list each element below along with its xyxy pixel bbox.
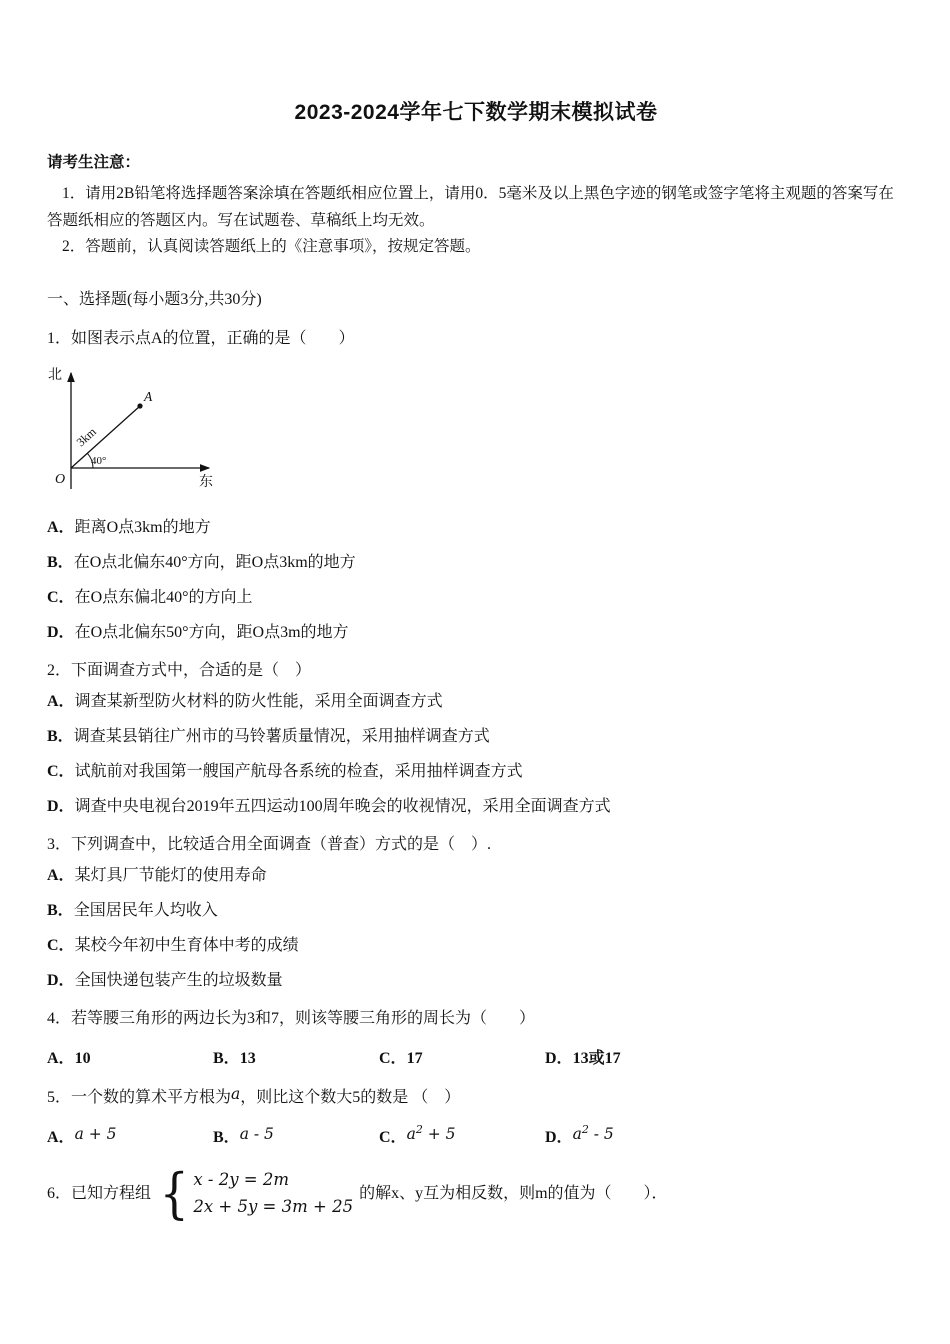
q2-option-b — [47, 726, 905, 748]
option-label: C． — [47, 588, 75, 606]
math-rest: + 5 — [422, 1124, 456, 1143]
q1-option-d — [47, 622, 905, 644]
option-label: C． — [47, 762, 75, 780]
option-text: 调查某新型防火材料的防火性能，采用全面调查方式 — [74, 692, 443, 710]
q5-stem-prefix: 5．一个数的算术平方根为 — [47, 1088, 232, 1106]
option-text: 13 — [239, 1049, 256, 1067]
math-sup: 2 — [415, 1122, 423, 1136]
option-text: 17 — [406, 1049, 423, 1067]
notice-item-1: 1．请用2B铅笔将选择题答案涂填在答题纸相应位置上，请用0．5毫米及以上黑色字迹的钢笔或签字笔将主观题的答案写在答题纸相应的答题区内。写在试题卷、草稿纸上均无效。 — [47, 185, 894, 229]
question-6-stem — [47, 1161, 905, 1225]
question-6 — [47, 1161, 905, 1225]
option-text: 调查中央电视台2019年五四运动100周年晚会的收视情况，采用全面调查方式 — [74, 797, 611, 815]
q5-stem-suffix: ，则比这个数大5的数是 （ ） — [240, 1088, 461, 1106]
option-text: 在O点北偏东40°方向，距O点3km的地方 — [73, 553, 356, 571]
q3-option-b — [47, 900, 905, 922]
question-2-options — [47, 691, 905, 818]
option-label: A． — [47, 692, 75, 710]
equation-1: x - 2y = 2m — [193, 1170, 290, 1189]
question-1-figure — [47, 361, 905, 501]
math-base: a — [239, 1124, 249, 1143]
math-sup: 2 — [581, 1122, 589, 1136]
math-expression — [572, 1122, 614, 1143]
math-base: a — [406, 1124, 416, 1143]
math-base: a — [572, 1124, 582, 1143]
option-label: A． — [47, 1049, 75, 1067]
question-4-options — [47, 1045, 905, 1068]
option-text: 某灯具厂节能灯的使用寿命 — [74, 866, 267, 884]
notice-item-2: 2．答题前，认真阅读答题纸上的《注意事项》，按规定答题。 — [62, 238, 481, 255]
option-text: 全国快递包装产生的垃圾数量 — [74, 971, 283, 989]
q6-prefix: 6．已知方程组 — [47, 1185, 152, 1202]
question-3-stem: 3．下列调查中，比较适合用全面调查（普查）方式的是（ ）. — [47, 835, 492, 853]
page-title: 2023-2024学年七下数学期末模拟试卷 — [294, 101, 658, 124]
option-label: B． — [213, 1049, 240, 1067]
option-label: A． — [47, 866, 75, 884]
q1-option-c — [47, 587, 905, 609]
q2-option-d — [47, 796, 905, 818]
q6-suffix: 的解x、y互为相反数，则m的值为（ ）． — [359, 1185, 668, 1202]
question-4 — [47, 1006, 905, 1068]
option-label: D． — [545, 1049, 573, 1067]
question-2-stem: 2．下面调查方式中，合适的是（ ） — [47, 661, 312, 679]
option-label: B． — [47, 901, 74, 919]
q5-option-d — [545, 1124, 614, 1147]
question-4-stem: 4．若等腰三角形的两边长为3和7，则该等腰三角形的周长为（ ） — [47, 1009, 536, 1027]
q5-stem-math: a — [231, 1084, 241, 1103]
q5-option-c — [379, 1124, 545, 1147]
q4-option-d — [545, 1045, 621, 1068]
math-rest: + 5 — [83, 1124, 117, 1143]
option-text: 10 — [74, 1049, 91, 1067]
math-expression — [75, 1125, 117, 1143]
notice-heading: 请考生注意： — [47, 154, 141, 171]
question-1 — [47, 326, 905, 644]
option-label: A． — [47, 518, 75, 536]
question-3-options — [47, 865, 905, 992]
option-text: 在O点东偏北40°的方向上 — [74, 588, 253, 606]
equation-system — [157, 1161, 354, 1225]
q3-option-c — [47, 935, 905, 957]
system-brace: { — [159, 1161, 189, 1225]
question-1-stem: 1．如图表示点A的位置，正确的是（ ） — [47, 329, 355, 347]
math-expression — [406, 1122, 456, 1143]
q5-option-b — [213, 1124, 379, 1147]
q3-option-a — [47, 865, 905, 887]
option-label: D． — [47, 623, 75, 641]
option-label: B． — [47, 727, 74, 745]
question-5-options — [47, 1124, 905, 1147]
q4-option-a — [47, 1045, 213, 1068]
section-heading: 一、选择题(每小题3分,共30分) — [47, 290, 262, 308]
option-text: 13或17 — [572, 1049, 621, 1067]
option-label: D． — [47, 971, 75, 989]
option-label: A． — [47, 1128, 75, 1146]
q5-option-a — [47, 1124, 213, 1147]
point-A-label: A — [144, 388, 153, 404]
option-label: D． — [545, 1128, 573, 1146]
origin-label: O — [55, 471, 66, 487]
option-text: 试航前对我国第一艘国产航母各系统的检查，采用抽样调查方式 — [74, 762, 523, 780]
question-5 — [47, 1082, 905, 1147]
question-3 — [47, 832, 905, 992]
option-label: C． — [379, 1049, 407, 1067]
q3-option-d — [47, 970, 905, 992]
question-2 — [47, 658, 905, 818]
angle-label: 40° — [91, 454, 107, 467]
equation-2: 2x + 5y = 3m + 25 — [193, 1197, 354, 1216]
point-A-dot — [137, 403, 142, 408]
notice-section — [47, 150, 905, 261]
option-text: 某校今年初中生育体中考的成绩 — [74, 936, 299, 954]
option-text: 距离O点3km的地方 — [74, 518, 211, 536]
option-text: 全国居民年人均收入 — [73, 901, 218, 919]
q2-option-a — [47, 691, 905, 713]
system-equations — [193, 1169, 353, 1218]
option-label: C． — [47, 936, 75, 954]
math-expression — [240, 1125, 274, 1143]
option-label: D． — [47, 797, 75, 815]
q4-option-b — [213, 1045, 379, 1068]
east-label: 东 — [199, 474, 213, 490]
option-text: 调查某县销往广州市的马铃薯质量情况，采用抽样调查方式 — [73, 727, 490, 745]
distance-label: 3km — [73, 424, 99, 449]
option-text: 在O点北偏东50°方向，距O点3m的地方 — [74, 623, 349, 641]
option-label: B． — [47, 553, 74, 571]
q2-option-c — [47, 761, 905, 783]
q4-option-c — [379, 1045, 545, 1068]
option-label: B． — [213, 1128, 240, 1146]
option-label: C． — [379, 1128, 407, 1146]
question-5-stem — [47, 1082, 905, 1110]
north-label: 北 — [48, 367, 62, 383]
math-base: a — [74, 1124, 84, 1143]
math-rest: - 5 — [588, 1124, 614, 1143]
math-rest: - 5 — [248, 1124, 274, 1143]
position-diagram — [47, 361, 247, 501]
q1-option-a — [47, 517, 905, 539]
q1-option-b — [47, 552, 905, 574]
question-1-options — [47, 517, 905, 644]
